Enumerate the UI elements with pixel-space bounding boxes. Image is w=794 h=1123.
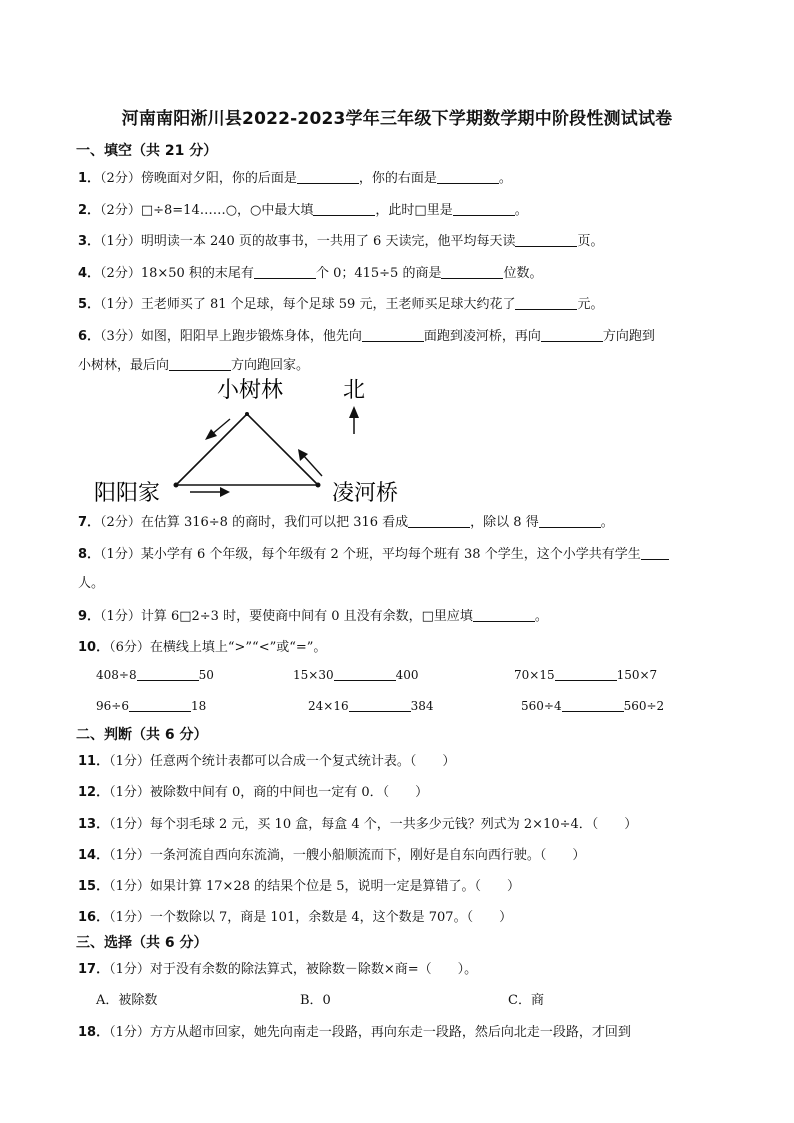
question-14: 14．（1分）一条河流自西向东流淌，一艘小船顺流而下，刚好是自东向西行驶。（ ） [78, 848, 586, 863]
label-north: 北 [343, 378, 366, 403]
answer-blank[interactable] [515, 234, 577, 247]
point-home [174, 483, 179, 488]
compare-item: 408÷8 50 [96, 668, 214, 682]
compare-item: 70×15 150×7 [514, 668, 658, 682]
question-10: 10．（6分）在横线上填上“>”“<”或“=”。 [78, 640, 327, 655]
answer-blank[interactable] [129, 699, 191, 712]
question-7: 7．（2分）在估算 316÷8 的商时，我们可以把 316 看成 ，除以 8 得 。 [78, 515, 614, 530]
question-6-cont: 小树林，最后向 方向跑回家。 [78, 358, 310, 373]
compare-item: 24×16 384 [308, 699, 434, 713]
answer-blank[interactable] [441, 266, 503, 279]
question-2: 2．（2分）□÷8=14……○，○中最大填 ，此时□里是 。 [78, 203, 528, 218]
answer-blank[interactable] [555, 668, 617, 681]
question-16: 16．（1分）一个数除以 7，商是 101，余数是 4，这个数是 707。（ ） [78, 910, 513, 925]
answer-blank[interactable] [641, 547, 669, 560]
question-12: 12．（1分）被除数中间有 0，商的中间也一定有 0．（ ） [78, 785, 429, 800]
question-9: 9．（1分）计算 6□2÷3 时，要使商中间有 0 且没有余数，□里应填 。 [78, 609, 548, 624]
question-5: 5．（1分）王老师买了 81 个足球，每个足球 59 元，王老师买足球大约花了 元。 [78, 297, 604, 312]
north-arrow-icon [349, 406, 359, 418]
route-triangle [176, 414, 318, 485]
question-8-cont: 人。 [78, 576, 105, 591]
question-17: 17．（1分）对于没有余数的除法算式，被除数－除数×商=（ ）。 [78, 962, 478, 977]
question-13: 13．（1分）每个羽毛球 2 元，买 10 盒，每盒 4 个，一共多少元钱？列式为 2×10÷4．（ ） [78, 817, 638, 832]
route-diagram [90, 372, 430, 507]
question-8: 8．（1分）某小学有 6 个年级，每个年级有 2 个班，平均每个班有 38 个学生，这个小学共有学生 [78, 543, 669, 562]
page-title: 河南南阳淅川县2022-2023学年三年级下学期数学期中阶段性测试试卷 [121, 109, 673, 129]
label-small-forest: 小树林 [217, 378, 284, 403]
point-bridge [316, 483, 321, 488]
answer-blank[interactable] [437, 171, 499, 184]
answer-blank[interactable] [473, 609, 535, 622]
option-b[interactable]: B．0 [300, 993, 331, 1008]
question-1: 1．（2分）傍晚面对夕阳，你的后面是 ，你的右面是 。 [78, 171, 512, 186]
option-c[interactable]: C．商 [508, 993, 544, 1008]
section-true-false: 二、判断（共 6 分） [76, 727, 208, 743]
answer-blank[interactable] [408, 515, 470, 528]
answer-blank[interactable] [254, 266, 316, 279]
question-11: 11．（1分）任意两个统计表都可以合成一个复式统计表。（ ） [78, 754, 456, 769]
label-home: 阳阳家 [94, 481, 161, 506]
answer-blank[interactable] [313, 203, 375, 216]
arrow-east-icon [220, 487, 230, 497]
answer-blank[interactable] [297, 171, 359, 184]
question-6: 6．（3分）如图，阳阳早上跑步锻炼身体，他先向 面跑到凌河桥，再向 方向跑到 [78, 329, 655, 344]
compare-item: 96÷6 18 [96, 699, 207, 713]
option-a[interactable]: A．被除数 [96, 993, 158, 1008]
answer-blank[interactable] [541, 329, 603, 342]
answer-blank[interactable] [362, 329, 424, 342]
answer-blank[interactable] [169, 358, 231, 371]
question-18: 18．（1分）方方从超市回家，她先向南走一段路，再向东走一段路，然后向北走一段路，才回到 [78, 1025, 631, 1040]
question-3: 3．（1分）明明读一本 240 页的故事书，一共用了 6 天读完，他平均每天读 页。 [78, 234, 604, 249]
answer-blank[interactable] [453, 203, 515, 216]
point-forest [245, 412, 249, 416]
answer-blank[interactable] [349, 699, 411, 712]
answer-blank[interactable] [539, 515, 601, 528]
answer-blank[interactable] [137, 668, 199, 681]
compare-item: 560÷4 560÷2 [521, 699, 665, 713]
section-multiple-choice: 三、选择（共 6 分） [76, 935, 208, 951]
question-15: 15．（1分）如果计算 17×28 的结果个位是 5，说明一定是算错了。（ ） [78, 879, 521, 894]
answer-blank[interactable] [562, 699, 624, 712]
answer-blank[interactable] [515, 297, 577, 310]
question-4: 4．（2分）18×50 积的末尾有 个 0；415÷5 的商是 位数。 [78, 266, 543, 281]
compare-item: 15×30 400 [293, 668, 419, 682]
answer-blank[interactable] [334, 668, 396, 681]
section-fill-blank: 一、填空（共 21 分） [76, 143, 218, 159]
label-bridge: 凌河桥 [332, 481, 399, 506]
